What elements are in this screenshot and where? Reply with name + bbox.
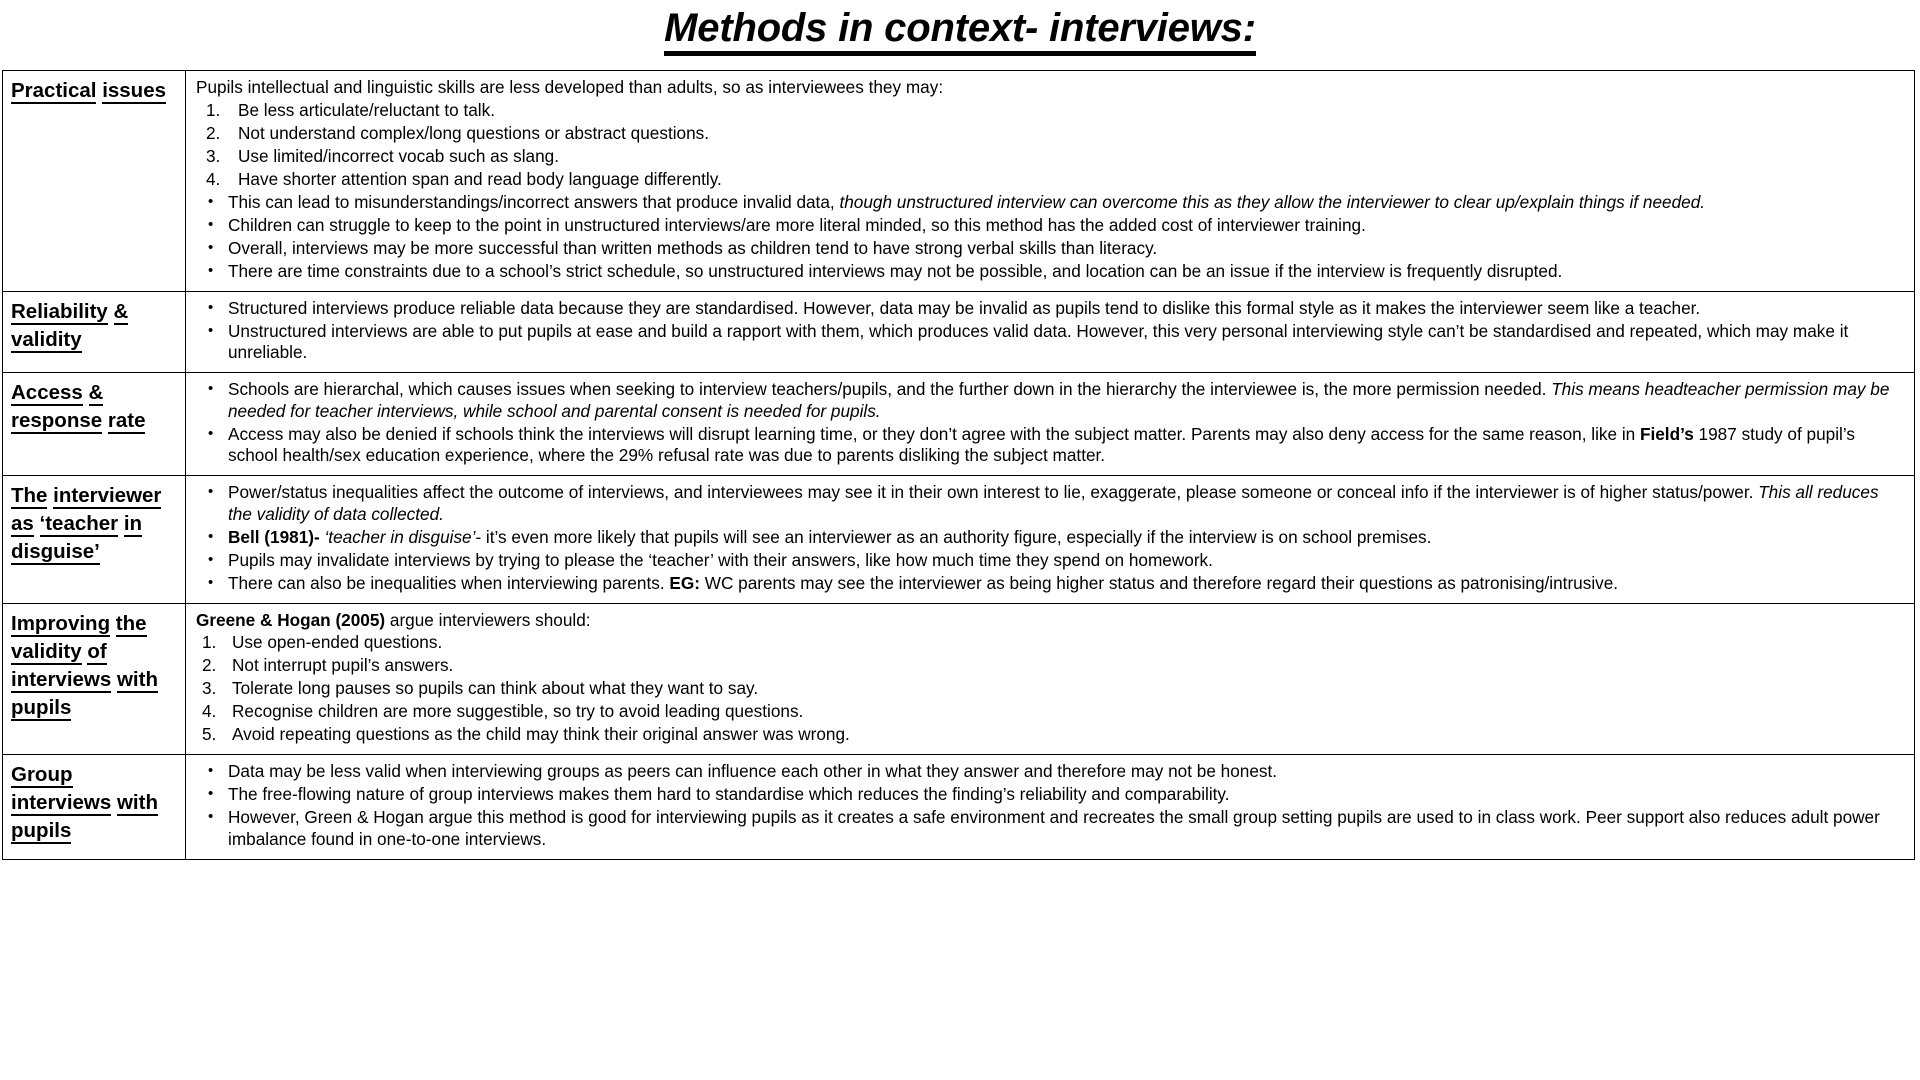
list-item: • There are time constraints due to a school’s strict schedule, so unstructured interviews may not be possible, and location can be an issue if the interview is frequently disrupted. <box>194 261 1906 283</box>
list-item-number: 2. <box>202 655 217 675</box>
bullet-list <box>194 298 1906 364</box>
content-lead: Pupils intellectual and linguistic skills are less developed than adults, so as interviewees they may: <box>196 77 944 97</box>
list-item: 4. Have shorter attention span and read body language differently. <box>206 168 722 189</box>
table-row <box>3 373 1915 476</box>
row-label: Reliability & validity <box>11 299 129 351</box>
table-row <box>3 603 1915 755</box>
row-label: Group interviews with pupils <box>11 763 158 842</box>
list-item-number: 1. <box>202 632 217 652</box>
list-item: 1. Be less articulate/reluctant to talk. <box>206 99 495 120</box>
content-lead: Greene & Hogan (2005) argue interviewers should: <box>196 609 591 630</box>
numbered-list <box>194 632 1906 746</box>
list-item: • Data may be less valid when interviewing groups as peers can influence each other in what they answer and therefore may not be honest. <box>194 761 1906 783</box>
list-item: 1. Use open-ended questions. <box>202 632 443 652</box>
row-label: The interviewer as ‘teacher in disguise’ <box>11 484 162 563</box>
list-item: 2. Not understand complex/long questions or abstract questions. <box>206 122 710 143</box>
table-row <box>3 476 1915 604</box>
list-item: • Bell (1981)- ‘teacher in disguise’- it’s even more likely that pupils will see an interviewer as an authority figure, especially if the interview is on school premises. <box>194 527 1906 549</box>
list-item-number: 3. <box>206 145 221 166</box>
row-content-cell-3 <box>186 373 1915 476</box>
row-content-cell-4 <box>186 476 1915 604</box>
row-label-cell-5 <box>3 603 186 755</box>
list-item: • This can lead to misunderstandings/incorrect answers that produce invalid data, though unstructured interview can overcome this as they allow the interviewer to clear up/explain things if needed. <box>194 192 1906 214</box>
row-label-cell-6 <box>3 755 186 860</box>
table-row <box>3 755 1915 860</box>
row-label-cell-3 <box>3 373 186 476</box>
table-row <box>3 71 1915 292</box>
row-content-cell-6 <box>186 755 1915 860</box>
list-item: • The free-flowing nature of group interviews makes them hard to standardise which reduces the finding’s reliability and comparability. <box>194 784 1906 806</box>
numbered-list <box>194 100 1906 191</box>
list-item: • Pupils may invalidate interviews by trying to please the ‘teacher’ with their answers, like how much time they spend on homework. <box>194 550 1906 572</box>
list-item-number: 4. <box>202 701 217 721</box>
row-label-cell-4 <box>3 476 186 604</box>
list-item: 5. Avoid repeating questions as the child may think their original answer was wrong. <box>202 724 850 744</box>
list-item: • Schools are hierarchal, which causes issues when seeking to interview teachers/pupils, and the further down in the hierarchy the interviewee is, the more permission needed. This means headteacher permission may be needed for teacher interviews, while school and parental consent is needed for pupils. <box>194 379 1906 422</box>
bullet-list <box>194 482 1906 594</box>
list-item: • Overall, interviews may be more successful than written methods as children tend to have strong verbal skills than literacy. <box>194 238 1906 260</box>
bullet-list <box>194 379 1906 467</box>
row-label: Practical issues <box>11 79 167 102</box>
table-body <box>3 71 1915 860</box>
list-item-number: 5. <box>202 724 217 744</box>
bullet-list <box>194 192 1906 283</box>
list-item: • Unstructured interviews are able to put pupils at ease and build a rapport with them, which produces valid data. However, this very personal interviewing style can’t be standardised and repeated, which may make it unreliable. <box>194 321 1906 364</box>
list-item: 3. Use limited/incorrect vocab such as slang. <box>206 145 559 166</box>
list-item: 2. Not interrupt pupil’s answers. <box>202 655 454 675</box>
list-item: • Structured interviews produce reliable data because they are standardised. However, data may be invalid as pupils tend to dislike this formal style as it makes the interviewer seem like a teacher. <box>194 298 1906 320</box>
list-item: 4. Recognise children are more suggestible, so try to avoid leading questions. <box>202 701 804 721</box>
list-item: • There can also be inequalities when interviewing parents. EG: WC parents may see the interviewer as being higher status and therefore regard their questions as patronising/intrusive. <box>194 573 1906 595</box>
row-label-cell-1 <box>3 71 186 292</box>
table-row <box>3 291 1915 373</box>
row-label: Access & response rate <box>11 381 146 432</box>
methods-in-context-table <box>2 70 1915 860</box>
list-item-number: 3. <box>202 678 217 698</box>
list-item: • Access may also be denied if schools think the interviews will disrupt learning time, or they don’t agree with the subject matter. Parents may also deny access for the same reason, like in Field’s 1987 study of pupil’s school health/sex education experience, where the 29% refusal rate was due to parents disliking the subject matter. <box>194 424 1906 467</box>
list-item-number: 1. <box>206 99 221 120</box>
row-content-cell-5 <box>186 603 1915 755</box>
list-item: • However, Green & Hogan argue this method is good for interviewing pupils as it creates a safe environment and recreates the small group setting pupils are used to in class work. Peer support also reduces adult power imbalance found in one-to-one interviews. <box>194 807 1906 850</box>
bullet-list <box>194 761 1906 850</box>
page-title-text: Methods in context- interviews: <box>664 6 1256 56</box>
row-content-cell-2 <box>186 291 1915 373</box>
list-item-number: 2. <box>206 122 221 143</box>
row-content-cell-1 <box>186 71 1915 292</box>
list-item: • Children can struggle to keep to the point in unstructured interviews/are more literal minded, so this method has the added cost of interviewer training. <box>194 215 1906 237</box>
row-label: Improving the validity of interviews with pupils <box>11 611 158 719</box>
row-label-cell-2 <box>3 291 186 373</box>
list-item-number: 4. <box>206 168 221 189</box>
list-item: • Power/status inequalities affect the outcome of interviews, and interviewees may see it in their own interest to lie, exaggerate, please someone or conceal info if the interviewer is of higher status/power. This all reduces the validity of data collected. <box>194 482 1906 525</box>
page-title <box>2 0 1918 58</box>
list-item: 3. Tolerate long pauses so pupils can think about what they want to say. <box>202 678 759 698</box>
